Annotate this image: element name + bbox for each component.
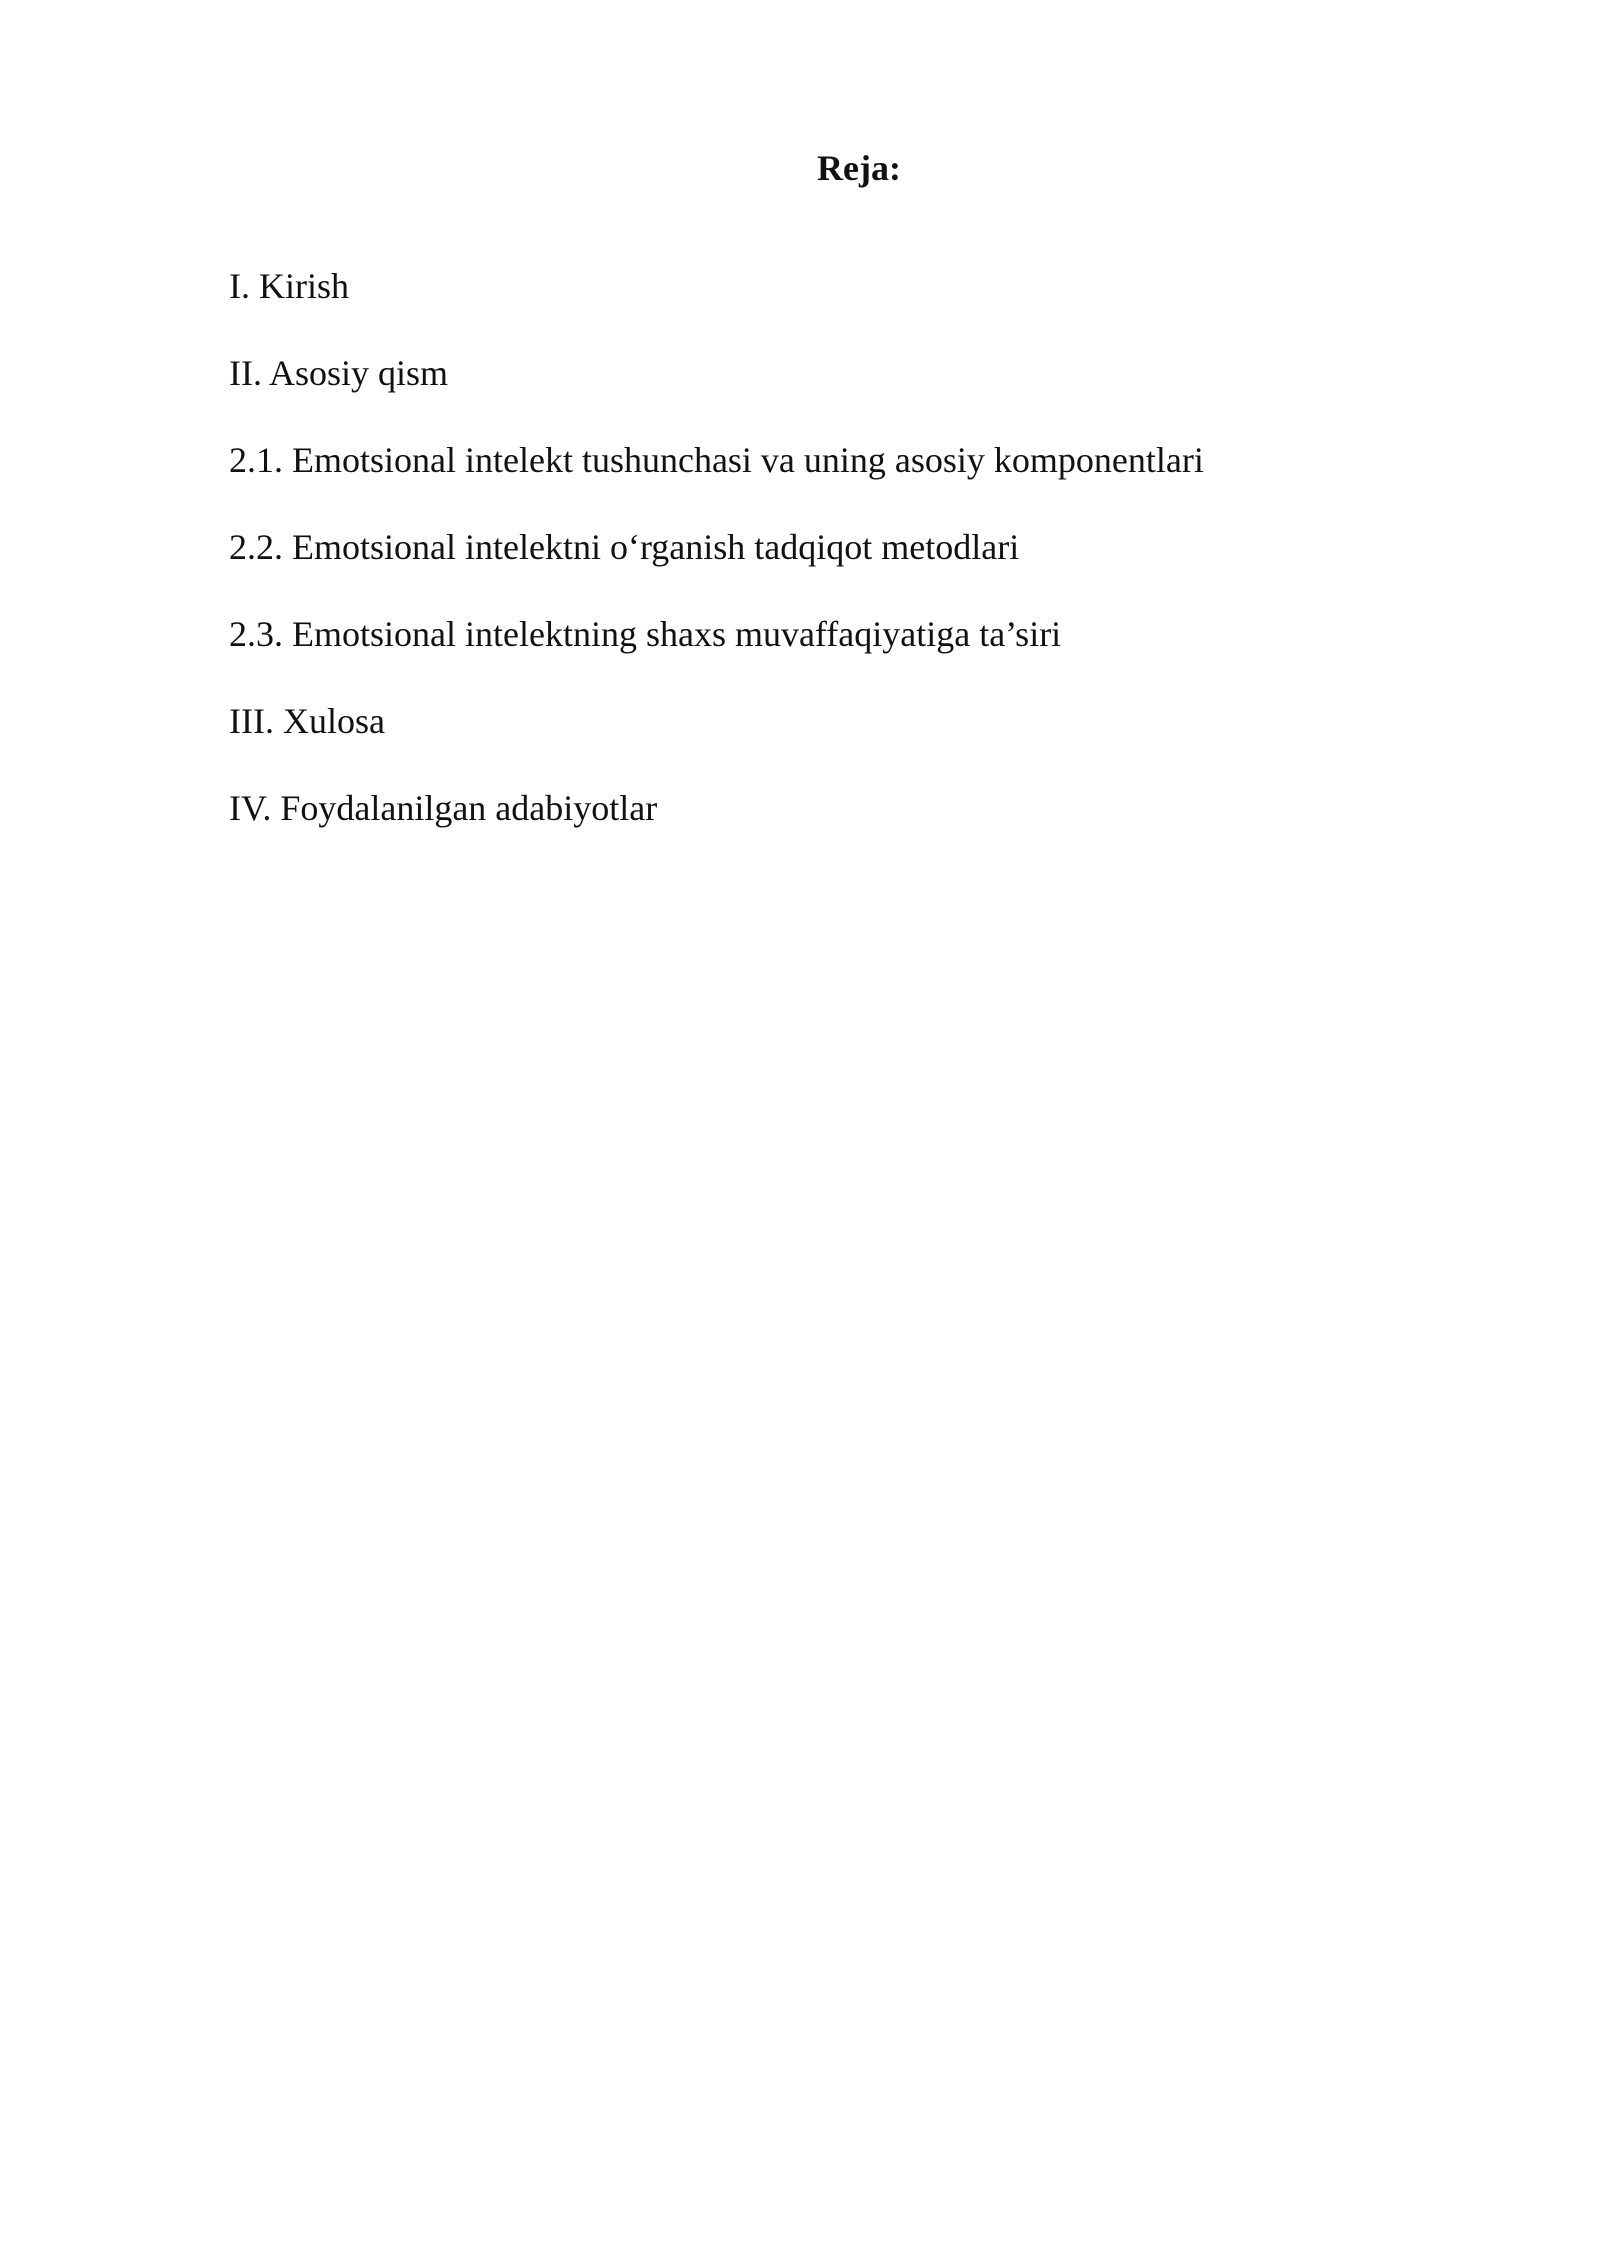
plan-item-xulosa: III. Xulosa <box>229 701 385 741</box>
plan-item-2-1: 2.1. Emotsional intelekt tushunchasi va uning asosiy komponentlari <box>229 440 1204 480</box>
plan-item-2-2: 2.2. Emotsional intelektni o‘rganish tadqiqot metodlari <box>229 527 1020 567</box>
plan-item-kirish: I. Kirish <box>229 266 349 306</box>
plan-item-adabiyotlar: IV. Foydalanilgan adabiyotlar <box>229 788 658 828</box>
plan-item-2-3: 2.3. Emotsional intelektning shaxs muvaffaqiyatiga ta’siri <box>229 614 1062 654</box>
plan-item-asosiy-qism: II. Asosiy qism <box>229 353 449 393</box>
page-title: Reja: <box>817 148 901 188</box>
plan-list <box>229 243 1204 852</box>
